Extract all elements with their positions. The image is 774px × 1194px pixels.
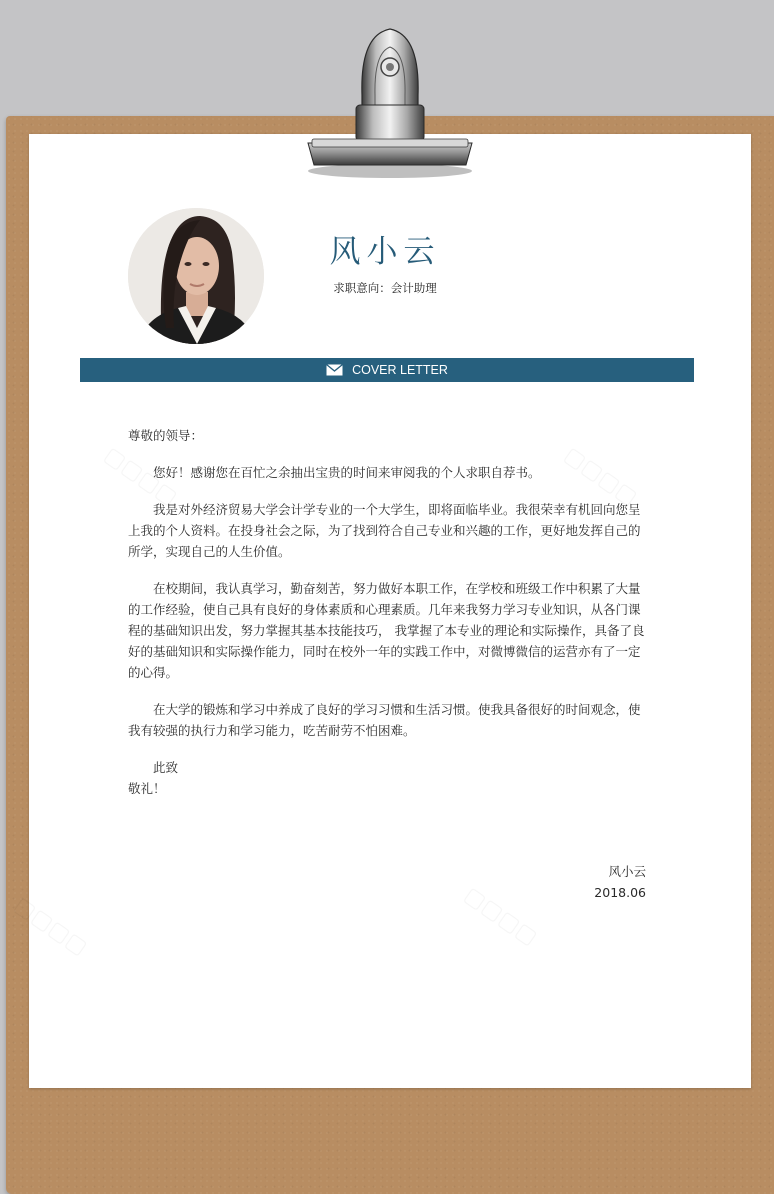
letter-salutation: 尊敬的领导： (128, 428, 204, 443)
binder-clip-icon (300, 25, 480, 180)
watermark (459, 882, 541, 950)
letter-closing: 此致 (153, 760, 179, 775)
banner-title: COVER LETTER (352, 363, 448, 377)
letter-paragraph: 您好！感谢您在百忙之余抽出宝贵的时间来审阅我的个人求职自荐书。 (153, 465, 541, 480)
profile-photo (128, 208, 264, 344)
job-intent: 求职意向：会计助理 (333, 281, 437, 295)
letter-paragraph: 我是对外经济贸易大学会计学专业的一个大学生，即将面临毕业。我很荣幸有机回向您呈上我的个人资料。在投身社会之际，为了找到符合自己专业和兴趣的工作，更好地发挥自己的所学，实现自己的人生价值。 (128, 502, 641, 559)
applicant-name: 风小云 (329, 234, 441, 270)
signature-date: 2018.06 (594, 885, 646, 900)
letter-paragraph: 在大学的锻炼和学习中养成了良好的学习习惯和生活习惯。使我具备很好的时间观念，使我有较强的执行力和学习能力，吃苦耐劳不怕困难。 (128, 702, 641, 738)
signature-block (540, 861, 646, 903)
portrait-image (128, 208, 264, 344)
cover-letter-banner (80, 358, 694, 382)
letter-paragraph: 在校期间，我认真学习，勤奋刻苦，努力做好本职工作，在学校和班级工作中积累了大量的工作经验，使自己具有良好的身体素质和心理素质。几年来我努力学习专业知识，从各门课程的基础知识出发，努力掌握其基本技能技巧， 我掌握了本专业的理论和实际操作，具备了良好的基础知识和实际操作能力，同时在校外一年的实践工作中，对微博微信的运营亦有了一定的心得。 (128, 581, 645, 680)
letter-regards: 敬礼！ (128, 781, 166, 796)
envelope-icon (326, 364, 343, 376)
signature-name: 风小云 (608, 864, 646, 879)
letter-body (128, 425, 648, 799)
